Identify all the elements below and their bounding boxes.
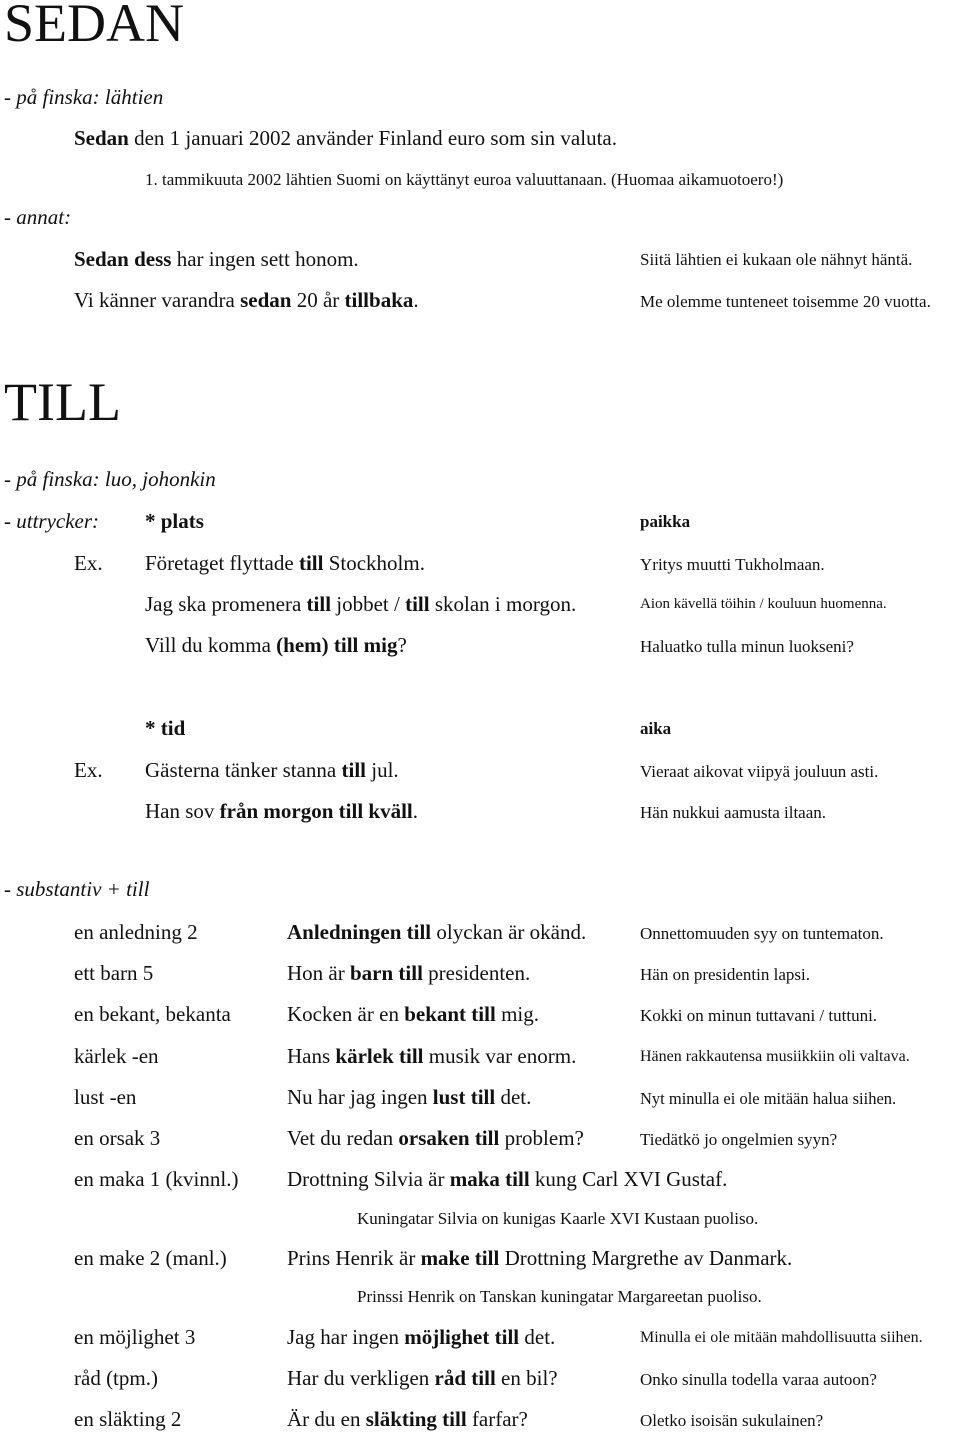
sedan-annat-sentence bbox=[74, 288, 419, 313]
part: till bbox=[341, 758, 366, 782]
part: Jag har ingen bbox=[287, 1325, 405, 1349]
substantiv-sentence bbox=[287, 1325, 555, 1350]
part: Han sov bbox=[145, 799, 220, 823]
part: (hem) till mig bbox=[276, 633, 398, 657]
substantiv-fi: Kokki on minun tuttavani / tuttuni. bbox=[640, 1006, 878, 1025]
part: har ingen sett honom. bbox=[171, 247, 359, 271]
part: sedan bbox=[240, 288, 292, 312]
substantiv-sentence bbox=[287, 1407, 528, 1432]
part: från morgon till kväll bbox=[219, 799, 413, 823]
till-substantiv-label: - substantiv + till bbox=[4, 877, 150, 901]
part: olyckan är okänd. bbox=[431, 920, 587, 944]
till-heading: TILL bbox=[4, 372, 121, 432]
till-finska-label: - på finska: luo, johonkin bbox=[4, 467, 216, 491]
part: till bbox=[405, 592, 430, 616]
substantiv-fi: Minulla ei ole mitään mahdollisuutta siihen. bbox=[640, 1329, 923, 1346]
part: råd till bbox=[434, 1366, 496, 1390]
part: make till bbox=[420, 1246, 500, 1270]
substantiv-fi: Onnettomuuden syy on tuntematon. bbox=[640, 924, 884, 943]
part: . bbox=[413, 288, 419, 312]
substantiv-word: en maka 1 (kvinnl.) bbox=[74, 1167, 239, 1191]
part: Vill du komma bbox=[145, 633, 277, 657]
part: jobbet / bbox=[331, 592, 406, 616]
part: mig. bbox=[495, 1002, 539, 1026]
till-plats-example bbox=[145, 592, 576, 617]
substantiv-sentence bbox=[287, 1002, 539, 1027]
substantiv-fi: Hän on presidentin lapsi. bbox=[640, 965, 810, 984]
part: Gästerna tänker stanna bbox=[145, 758, 342, 782]
part: Drottning Margrethe av Danmark. bbox=[499, 1246, 793, 1270]
till-tid-label: * tid bbox=[145, 716, 186, 740]
part: släkting till bbox=[365, 1407, 467, 1431]
part: en bil? bbox=[495, 1366, 558, 1390]
part: ? bbox=[397, 633, 407, 657]
part: Jag ska promenera bbox=[145, 592, 307, 616]
substantiv-sentence bbox=[287, 1366, 558, 1391]
part: Företaget flyttade bbox=[145, 551, 299, 575]
part: tillbaka bbox=[344, 288, 414, 312]
substantiv-word: råd (tpm.) bbox=[74, 1366, 158, 1390]
substantiv-sentence bbox=[287, 1044, 576, 1069]
substantiv-sentence bbox=[287, 961, 530, 986]
till-plats-example-fi: Haluatko tulla minun luokseni? bbox=[640, 637, 854, 656]
part: . bbox=[412, 799, 419, 823]
part: Har du verkligen bbox=[287, 1366, 435, 1390]
substantiv-word: lust -en bbox=[74, 1085, 137, 1109]
part: orsaken till bbox=[398, 1126, 500, 1150]
till-tid-example bbox=[145, 758, 399, 783]
part: 20 år bbox=[291, 288, 345, 312]
part: Prins Henrik är bbox=[287, 1246, 421, 1270]
till-tid-example-fi: Vieraat aikovat viipyä jouluun asti. bbox=[640, 762, 879, 781]
substantiv-word: ett barn 5 bbox=[74, 961, 154, 985]
part: Drottning Silvia är bbox=[287, 1167, 450, 1191]
sedan-finska-label: - på finska: lähtien bbox=[4, 85, 164, 109]
part: Nu har jag ingen bbox=[287, 1085, 433, 1109]
substantiv-sentence bbox=[287, 1246, 792, 1271]
substantiv-fi: Hänen rakkautensa musiikkiin oli valtava. bbox=[640, 1048, 910, 1065]
substantiv-word: en släkting 2 bbox=[74, 1407, 182, 1431]
part: den 1 januari 2002 använder Finland euro som sin valuta. bbox=[128, 126, 617, 150]
part: till bbox=[306, 592, 332, 616]
till-uttrycker-label: - uttrycker: bbox=[4, 509, 100, 533]
sedan-annat-translation: Siitä lähtien ei kukaan ole nähnyt häntä. bbox=[640, 250, 913, 269]
substantiv-fi: Kuningatar Silvia on kunigas Kaarle XVI Kustaan puoliso. bbox=[357, 1209, 759, 1228]
till-plats-example-fi: Aion kävellä töihin / kouluun huomenna. bbox=[640, 596, 887, 612]
substantiv-sentence bbox=[287, 1126, 584, 1151]
sedan-example-translation: 1. tammikuuta 2002 lähtien Suomi on käyttänyt euroa valuuttanaan. (Huomaa aikamuotoero!) bbox=[145, 170, 784, 189]
till-tid-example bbox=[145, 799, 418, 824]
till-plats-example bbox=[145, 633, 407, 658]
part: Anledningen till bbox=[287, 920, 432, 944]
sedan-heading: SEDAN bbox=[4, 0, 185, 53]
till-tid-ex-label: Ex. bbox=[74, 758, 103, 782]
substantiv-fi: Nyt minulla ei ole mitään halua siihen. bbox=[640, 1089, 897, 1108]
part: jul. bbox=[366, 758, 399, 782]
substantiv-word: en make 2 (manl.) bbox=[74, 1246, 227, 1270]
sedan-annat-sentence bbox=[74, 247, 359, 272]
part: barn till bbox=[349, 961, 423, 985]
part: kärlek till bbox=[335, 1044, 424, 1068]
part: musik var enorm. bbox=[423, 1044, 577, 1068]
substantiv-word: kärlek -en bbox=[74, 1044, 159, 1068]
sedan-example-sentence bbox=[74, 126, 617, 151]
substantiv-sentence bbox=[287, 1085, 531, 1110]
substantiv-word: en möjlighet 3 bbox=[74, 1325, 196, 1349]
substantiv-sentence bbox=[287, 1167, 727, 1192]
till-ex-label: Ex. bbox=[74, 551, 103, 575]
part: Sedan dess bbox=[74, 247, 172, 271]
part: bekant till bbox=[404, 1002, 496, 1026]
till-plats-example-fi: Yritys muutti Tukholmaan. bbox=[640, 555, 825, 574]
substantiv-fi: Onko sinulla todella varaa autoon? bbox=[640, 1370, 877, 1389]
part: farfar? bbox=[466, 1407, 528, 1431]
till-tid-fi: aika bbox=[640, 719, 672, 738]
substantiv-fi: Tiedätkö jo ongelmien syyn? bbox=[640, 1130, 838, 1149]
part: till bbox=[298, 551, 324, 575]
part: Hon är bbox=[287, 961, 350, 985]
part: möjlighet till bbox=[404, 1325, 520, 1349]
part: maka till bbox=[449, 1167, 530, 1191]
part: Kocken är en bbox=[287, 1002, 405, 1026]
substantiv-fi: Oletko isoisän sukulainen? bbox=[640, 1411, 824, 1430]
till-plats-fi: paikka bbox=[640, 512, 691, 531]
part: skolan i morgon. bbox=[429, 592, 577, 616]
sedan-annat-translation: Me olemme tunteneet toisemme 20 vuotta. bbox=[640, 292, 931, 311]
part: problem? bbox=[499, 1126, 584, 1150]
part: Vet du redan bbox=[287, 1126, 399, 1150]
till-tid-example-fi: Hän nukkui aamusta iltaan. bbox=[640, 803, 827, 822]
till-plats-example bbox=[145, 551, 425, 576]
substantiv-fi: Prinssi Henrik on Tanskan kuningatar Margareetan puoliso. bbox=[357, 1287, 762, 1306]
substantiv-word: en orsak 3 bbox=[74, 1126, 161, 1150]
sedan-annat-label: - annat: bbox=[4, 205, 72, 229]
part: Hans bbox=[287, 1044, 336, 1068]
substantiv-sentence bbox=[287, 920, 586, 945]
part: kung Carl XVI Gustaf. bbox=[529, 1167, 728, 1191]
substantiv-word: en bekant, bekanta bbox=[74, 1002, 231, 1026]
part: Är du en bbox=[287, 1407, 366, 1431]
substantiv-word: en anledning 2 bbox=[74, 920, 198, 944]
part: presidenten. bbox=[422, 961, 531, 985]
part: det. bbox=[495, 1085, 532, 1109]
part: lust till bbox=[432, 1085, 496, 1109]
part: Vi känner varandra bbox=[74, 288, 241, 312]
part: Sedan bbox=[74, 126, 129, 150]
part: Stockholm. bbox=[323, 551, 425, 575]
part: det. bbox=[519, 1325, 556, 1349]
till-plats-label: * plats bbox=[145, 509, 204, 533]
